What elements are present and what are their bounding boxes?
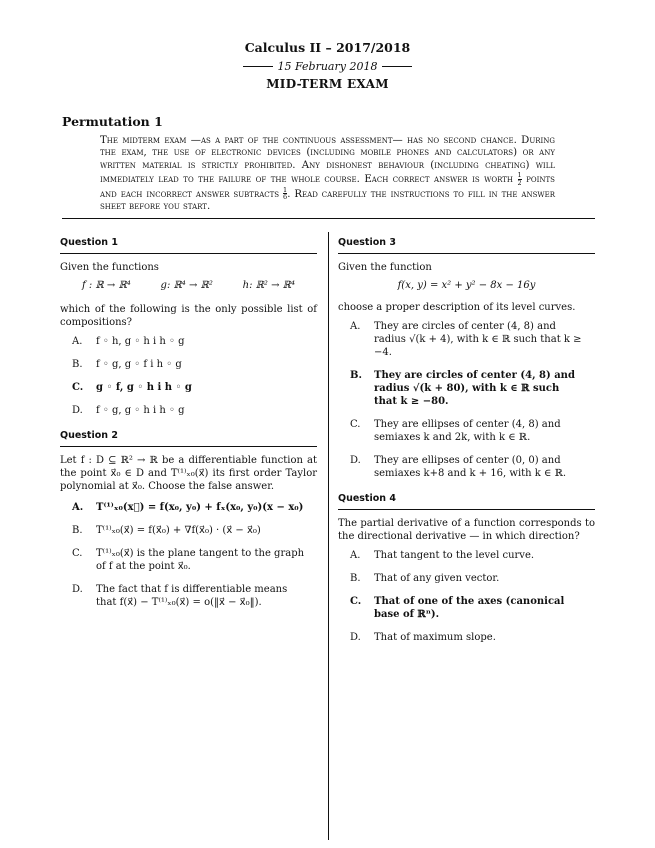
question-3-intro: Given the function [338, 262, 432, 273]
option-text: They are circles of center (4, 8) and radius √(k + 4), with k ∈ ℝ such that k ≥ −4. [374, 321, 582, 358]
option-1d[interactable] [72, 404, 307, 417]
option-3a[interactable] [350, 320, 585, 359]
sub-num: 1 [283, 185, 288, 194]
option-text: f ◦ g, g ◦ f i h ◦ g [96, 359, 182, 370]
instructions-p1: The midterm exam —as a part of the continuous assessment— has no second chance. During the exam, the use of electronic devices (including mobile phones and calculators) or any written material is strictly prohibited. Any dishonest behaviour (including cheating) will immediately lead to the failure of the whole course. [100, 135, 555, 186]
option-letter: B. [350, 370, 362, 381]
course-title: Calculus II – 2017/2018 [244, 40, 411, 55]
left-column [60, 234, 317, 619]
worth-num: 1 [517, 171, 522, 180]
option-text: They are ellipses of center (4, 8) and semiaxes k and 2k, with k ∈ ℝ. [374, 419, 561, 443]
question-4-options [338, 549, 595, 644]
question-3-title: Question 3 [338, 234, 595, 254]
question-4 [338, 490, 595, 644]
date-rule-right [382, 66, 412, 67]
option-3b[interactable] [350, 369, 585, 408]
worth-den: 2 [517, 178, 522, 187]
option-1b[interactable] [72, 358, 307, 371]
question-2-intro: Let f : D ⊆ ℝ² → ℝ be a differentiable function at the point x⃗₀ ∈ D and T⁽¹⁾ₓ₀(x⃗) its first order Taylor polynomial at x⃗₀. Choose the false answer. [60, 455, 317, 492]
option-text: They are ellipses of center (0, 0) and semiaxes k+8 and k + 16, with k ∈ ℝ. [374, 455, 567, 479]
date-rule-left [243, 66, 273, 67]
option-letter: A. [72, 502, 84, 513]
question-1-title: Question 1 [60, 234, 317, 254]
instructions [100, 135, 555, 213]
option-letter: C. [350, 419, 361, 430]
option-text: T⁽¹⁾ₓ₀(x⃗) is the plane tangent to the graph of f at the point x⃗₀. [96, 548, 305, 572]
option-4c[interactable] [350, 595, 585, 621]
option-text: That of maximum slope. [374, 632, 496, 643]
option-letter: C. [72, 382, 84, 393]
option-letter: A. [350, 550, 361, 561]
option-2d[interactable] [72, 583, 307, 609]
question-4-intro: The partial derivative of a function corresponds to the directional derivative — in which direction? [338, 518, 595, 542]
function-f: f : ℝ → ℝ⁴ [82, 280, 131, 291]
question-1-options [60, 335, 317, 417]
exam-title: MID-TERM EXAM [266, 77, 389, 91]
exam-header [0, 40, 655, 91]
option-1a[interactable] [72, 335, 307, 348]
question-1-functions [60, 280, 317, 291]
option-text: That of any given vector. [374, 573, 500, 584]
column-divider [328, 232, 329, 840]
question-3-prompt: choose a proper description of its level curves. [338, 302, 576, 313]
question-1-prompt: which of the following is the only possible list of compositions? [60, 304, 317, 328]
option-text: That of one of the axes (canonical base of ℝⁿ). [374, 596, 565, 620]
option-text: The fact that f is differentiable means that f(x⃗) − T⁽¹⁾ₓ₀(x⃗) = o(‖x⃗ − x⃗₀‖). [96, 584, 288, 608]
option-letter: D. [72, 584, 83, 595]
question-2 [60, 427, 317, 609]
option-2a[interactable] [72, 501, 307, 514]
option-2b[interactable] [72, 524, 307, 537]
question-1-intro: Given the functions [60, 262, 159, 273]
sub-den: 6 [283, 193, 288, 202]
exam-date: 15 February 2018 [277, 60, 378, 73]
option-text: That tangent to the level curve. [374, 550, 535, 561]
permutation-heading: Permutation 1 [62, 114, 163, 129]
option-letter: C. [350, 596, 362, 607]
function-h: h: ℝ² → ℝ⁴ [242, 280, 295, 291]
option-3c[interactable] [350, 418, 585, 444]
option-2c[interactable] [72, 547, 307, 573]
exam-date-line [0, 60, 655, 73]
option-letter: B. [72, 359, 83, 370]
instructions-p3: Read carefully the instructions to fill in the answer sheet before you start. [100, 188, 555, 213]
question-3-formula: f(x, y) = x² + y² − 8x − 16y [397, 280, 536, 291]
option-letter: D. [72, 405, 83, 416]
option-letter: C. [72, 548, 83, 559]
option-letter: D. [350, 632, 361, 643]
right-column [338, 234, 595, 654]
option-letter: A. [72, 336, 83, 347]
instructions-p2c: . [287, 188, 291, 200]
header-divider [62, 218, 595, 219]
instructions-p2b: points and each incorrect answer subtracts [100, 174, 555, 200]
function-g: g: ℝ⁴ → ℝ² [160, 280, 213, 291]
option-text: g ◦ f, g ◦ h i h ◦ g [96, 382, 192, 393]
option-1c[interactable] [72, 381, 307, 394]
question-3 [338, 234, 595, 480]
option-letter: B. [72, 525, 83, 536]
option-3d[interactable] [350, 454, 585, 480]
question-2-options [60, 501, 317, 609]
question-4-title: Question 4 [338, 490, 595, 510]
option-4b[interactable] [350, 572, 585, 585]
option-text: f ◦ g, g ◦ h i h ◦ g [96, 405, 185, 416]
question-3-options [338, 320, 595, 480]
option-text: f ◦ h, g ◦ h i h ◦ g [96, 336, 185, 347]
option-text: T⁽¹⁾ₓ₀(x⃗) = f(x₀, y₀) + fₓ(x₀, y₀)(x − x₀) [96, 502, 304, 513]
option-letter: D. [350, 455, 361, 466]
instructions-p2a: Each correct answer is worth [364, 174, 514, 186]
option-text: T⁽¹⁾ₓ₀(x⃗) = f(x⃗₀) + ∇f(x⃗₀) · (x⃗ − x⃗₀) [96, 525, 261, 536]
question-2-title: Question 2 [60, 427, 317, 447]
option-letter: B. [350, 573, 361, 584]
option-letter: A. [350, 321, 361, 332]
option-4a[interactable] [350, 549, 585, 562]
option-4d[interactable] [350, 631, 585, 644]
question-1 [60, 234, 317, 417]
worth-fraction [518, 172, 522, 186]
option-text: They are circles of center (4, 8) and radius √(k + 80), with k ∈ ℝ such that k ≥ −80. [374, 370, 575, 407]
